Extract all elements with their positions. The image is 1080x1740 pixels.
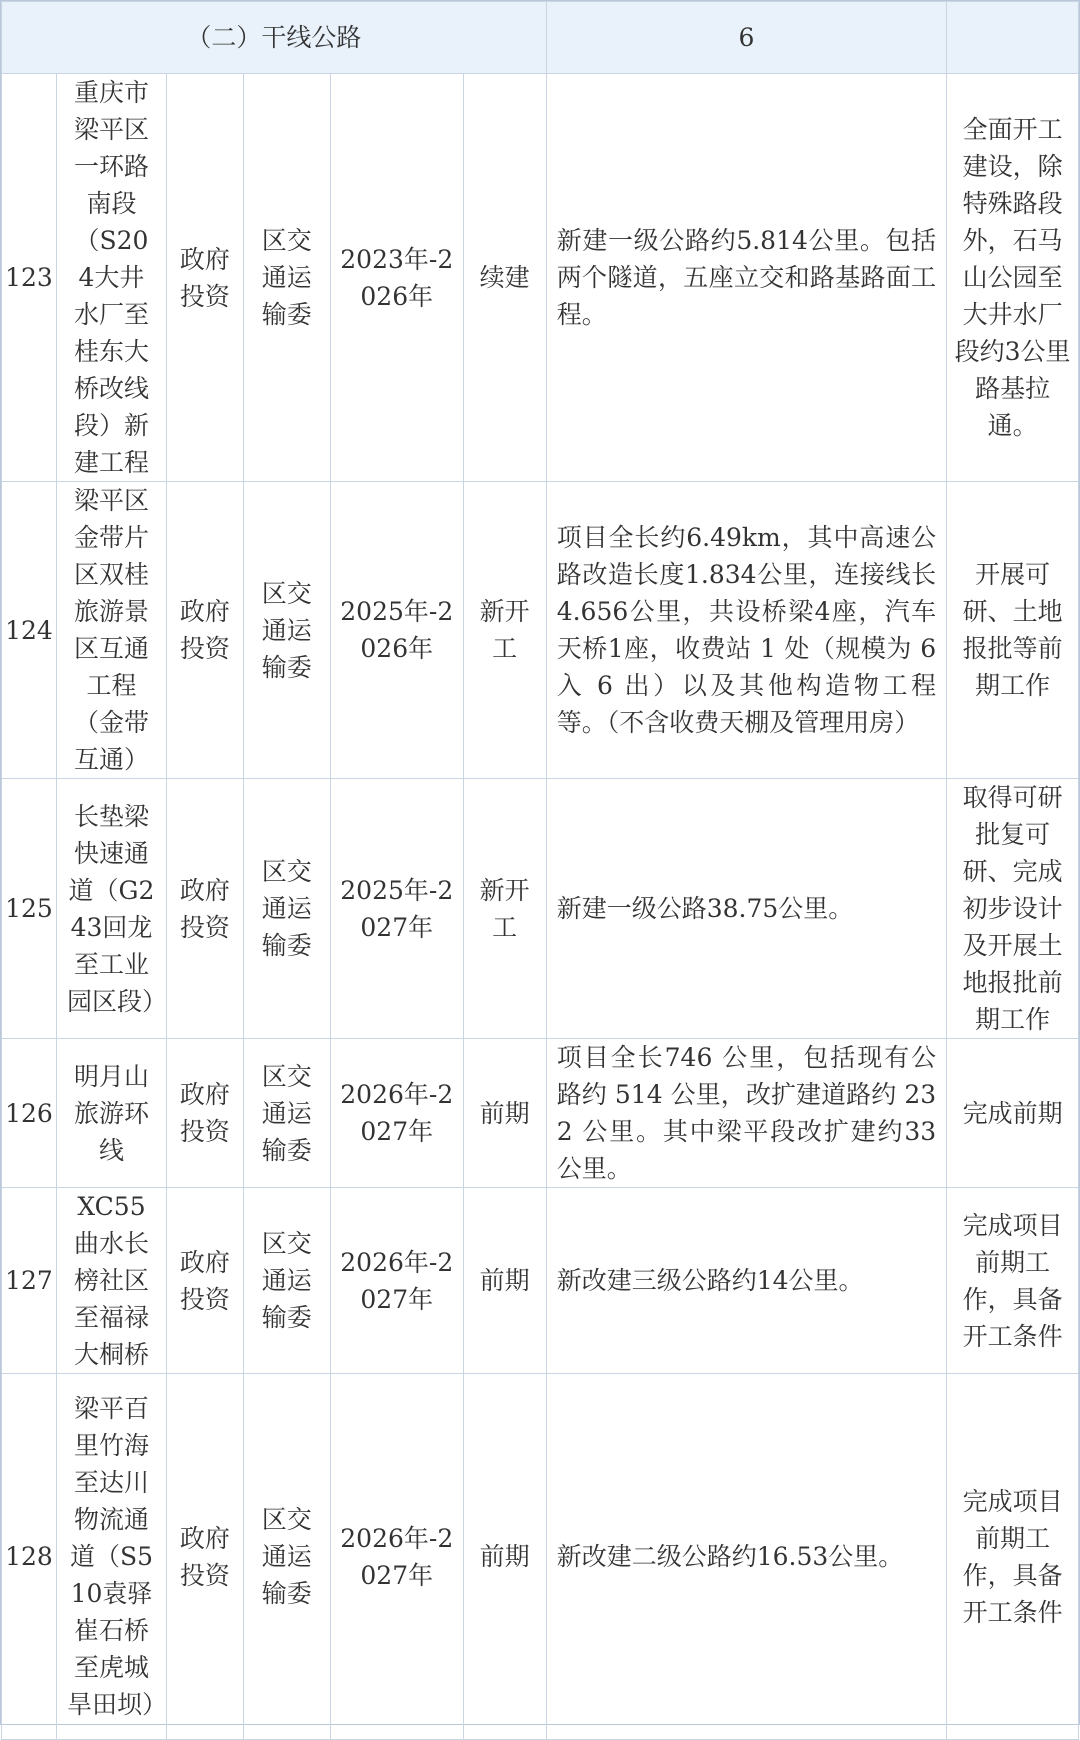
- project-name: 梁平百里竹海至达川物流通道（S510袁驿崔石桥至虎城旱田坝）: [56, 1374, 166, 1740]
- project-number: 126: [2, 1039, 57, 1188]
- project-number: 128: [2, 1374, 57, 1740]
- construction-content: 新建一级公路约5.814公里。包括两个隧道，五座立交和路基路面工程。: [546, 74, 946, 482]
- funding-type: 政府投资: [166, 1039, 243, 1188]
- annual-goal: 取得可研批复可研、完成初步设计及开展土地报批前期工作: [947, 779, 1079, 1039]
- construction-content: 新改建二级公路约16.53公里。: [546, 1374, 946, 1740]
- construction-content: 项目全长746 公里，包括现有公路约 514 公里，改扩建道路约 232 公里。其中梁平段改扩建约33公里。: [546, 1039, 946, 1188]
- table-row: [2, 1188, 1079, 1374]
- project-status: 前期: [463, 1374, 546, 1740]
- project-name: XC55曲水长榜社区至福禄大桐桥: [56, 1188, 166, 1374]
- project-status: 续建: [463, 74, 546, 482]
- responsible-department: 区交通运输委: [243, 482, 330, 779]
- project-status: 新开工: [463, 779, 546, 1039]
- annual-goal: 完成前期: [947, 1039, 1079, 1188]
- project-name: 长垫梁快速通道（G243回龙至工业园区段）: [56, 779, 166, 1039]
- funding-type: 政府投资: [166, 482, 243, 779]
- project-number: 124: [2, 482, 57, 779]
- table-row: [2, 74, 1079, 482]
- project-number: 123: [2, 74, 57, 482]
- project-name: 重庆市梁平区一环路南段（S204大井水厂至桂东大桥改线段）新建工程: [56, 74, 166, 482]
- section-empty-cell: [947, 2, 1079, 74]
- table-row: [2, 482, 1079, 779]
- project-status: 前期: [463, 1188, 546, 1374]
- project-status: 新开工: [463, 482, 546, 779]
- table-row: [2, 1039, 1079, 1188]
- responsible-department: 区交通运输委: [243, 1188, 330, 1374]
- funding-type: 政府投资: [166, 1188, 243, 1374]
- section-title: （二）干线公路: [2, 2, 547, 74]
- section-count: 6: [546, 2, 946, 74]
- annual-goal: 完成项目前期工作，具备开工条件: [947, 1188, 1079, 1374]
- construction-period: 2025年-2027年: [330, 779, 463, 1039]
- construction-content: 新建一级公路38.75公里。: [546, 779, 946, 1039]
- annual-goal: 全面开工建设，除特殊路段外，石马山公园至大井水厂段约3公里路基拉通。: [947, 74, 1079, 482]
- project-number: 125: [2, 779, 57, 1039]
- construction-content: 项目全长约6.49km，其中高速公路改造长度1.834公里，连接线长4.656公里，共设桥梁4座，汽车天桥1座，收费站 1 处（规模为 6 入 6 出）以及其他构造物工程等。（不含收费天棚及管理用房）: [546, 482, 946, 779]
- table-row: [2, 779, 1079, 1039]
- construction-content: 新改建三级公路约14公里。: [546, 1188, 946, 1374]
- construction-period: 2026年-2027年: [330, 1039, 463, 1188]
- funding-type: 政府投资: [166, 1374, 243, 1740]
- annual-goal: 开展可研、土地报批等前期工作: [947, 482, 1079, 779]
- responsible-department: 区交通运输委: [243, 779, 330, 1039]
- funding-type: 政府投资: [166, 74, 243, 482]
- construction-period: 2025年-2026年: [330, 482, 463, 779]
- project-number: 127: [2, 1188, 57, 1374]
- project-status: 前期: [463, 1039, 546, 1188]
- responsible-department: 区交通运输委: [243, 1374, 330, 1740]
- construction-period: 2023年-2026年: [330, 74, 463, 482]
- annual-goal: 完成项目前期工作，具备开工条件: [947, 1374, 1079, 1740]
- responsible-department: 区交通运输委: [243, 1039, 330, 1188]
- funding-type: 政府投资: [166, 779, 243, 1039]
- section-header-row: [2, 2, 1079, 74]
- project-name: 明月山旅游环线: [56, 1039, 166, 1188]
- project-table: [1, 1, 1079, 1740]
- construction-period: 2026年-2027年: [330, 1374, 463, 1740]
- table-row: [2, 1374, 1079, 1740]
- responsible-department: 区交通运输委: [243, 74, 330, 482]
- project-name: 梁平区金带片区双桂旅游景区互通工程（金带互通）: [56, 482, 166, 779]
- construction-period: 2026年-2027年: [330, 1188, 463, 1374]
